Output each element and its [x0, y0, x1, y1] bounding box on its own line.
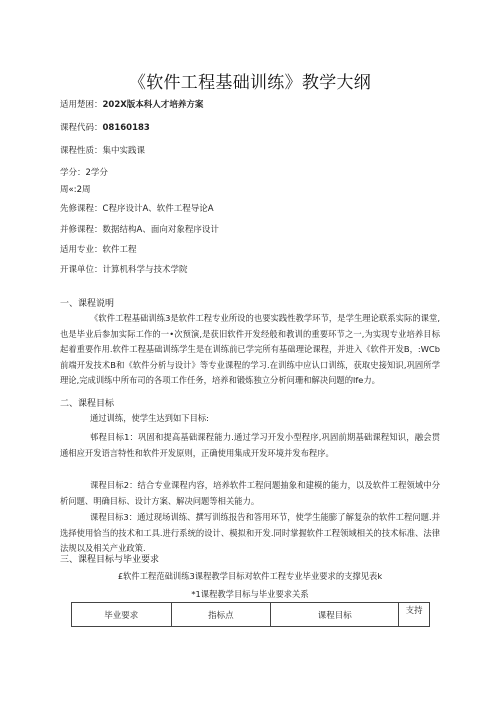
meta-course-code: [60, 121, 150, 133]
table-caption: *1课程教学目标与毕业要求关系: [191, 589, 309, 599]
meta-label: 周«:: [60, 185, 77, 195]
course-description-text: 《软件工程基础训练3是软件工程专业所设的也要实践性教学环节，是学生理论联系实际的课堂,也是毕业后参加实际工作的一•次预演,是获旧软件开发经般和教训的重要环节之一,为实现专业培养目标起着重要作用.软件工程基础训练学生是在训练前已学完所有基础理论课程，并进入《软件开发B，:WCb前端开发技术B和《软件分析与设计》等专业课程的学习.在训练中应认口训练，获取史接知识,巩固所学理论,完成训练中所布司的各项工作任务，培养和锻炼独立分析问珊和解决问题的lfe力。: [60, 313, 440, 386]
meta-label: 先修课程：: [60, 204, 103, 214]
header-indicator: 指标点: [171, 603, 271, 627]
meta-value: 202X版本科人才培养方案: [102, 100, 204, 110]
objective-3-text: 课程目标3：通过现场训练、撰写训练报告和答用环节，使学生能膨了解复杂的软件工程问题.并选择使用恰当的技术和工具.进行系统的设计、模拟和开发.同时掌握软件工程领域相关的技术标准、法律法规以及相关产业政策.: [60, 512, 440, 554]
table-reference-line: £软件工程范础训练3课程教学目标对软件工程专业毕业要求的支撑见表k: [117, 571, 383, 581]
meta-value: 软件工程: [102, 245, 137, 255]
meta-major: [60, 243, 137, 255]
meta-value: 2周: [76, 185, 91, 195]
table-header-row: [72, 603, 430, 627]
objective-1-text: 邨程目标1：巩固和提高基础课程能力.通过学习开发小型程序,巩固前期基础课程知识，融会贯通相应开发语言特性和软件开发原则，正确使用集成开发环境并发布程序。: [60, 432, 440, 458]
course-description-paragraph: [60, 311, 440, 389]
meta-department: [60, 263, 188, 275]
meta-value: 计算机科学与技术学院: [102, 265, 188, 275]
objective-3-paragraph: [60, 510, 440, 557]
meta-credits: [60, 166, 108, 178]
meta-label: 并修课程：: [60, 225, 103, 235]
objective-1-paragraph: [60, 430, 440, 461]
objective-2-text: 课程目标2：结合专业课程内容，培养软件工程问题抽象和建模的能力，以及软件工程领域中分析问题、明确目标、设计方案、解决问题等相关能力。: [60, 480, 440, 506]
meta-value: 2学分: [85, 168, 108, 178]
meta-applicable-plan: [60, 98, 203, 110]
meta-value: 集中实践课: [102, 146, 146, 156]
meta-label: 适用楚困：: [60, 100, 103, 110]
meta-concurrent-courses: [60, 223, 219, 235]
meta-value: 数据结构A、面向对象程序设计: [102, 225, 219, 235]
meta-label: 课程性质：: [60, 146, 103, 156]
document-title: 《软件工程基础训练》教学大纲: [128, 73, 372, 93]
meta-value: 08160183: [102, 123, 150, 133]
meta-value: C程序设计A、软件工程导论A: [102, 204, 214, 214]
meta-course-nature: [60, 144, 145, 156]
meta-weeks: [60, 183, 91, 195]
meta-label: 开课单位：: [60, 265, 103, 275]
meta-label: 课程代码：: [60, 123, 103, 133]
objectives-intro-text: 通过训练，使学生达到如下目标:: [90, 413, 209, 423]
header-course-objective: 课程目标: [271, 603, 399, 627]
meta-label: 适用专业：: [60, 245, 103, 255]
objectives-intro: [60, 411, 440, 427]
section-heading-course-objectives: 二、课程目标: [60, 399, 115, 409]
header-support: 支持: [399, 603, 430, 627]
goals-requirements-table: [71, 602, 430, 627]
meta-prerequisites: [60, 202, 214, 214]
section-heading-goals-and-requirements: 三、课程目标与毕业要求: [60, 555, 160, 565]
meta-label: 学分：: [60, 168, 86, 178]
objective-2-paragraph: [60, 478, 440, 509]
section-heading-course-description: 一、课程说明: [60, 299, 115, 309]
header-graduation-requirement: 毕业要求: [72, 603, 172, 627]
